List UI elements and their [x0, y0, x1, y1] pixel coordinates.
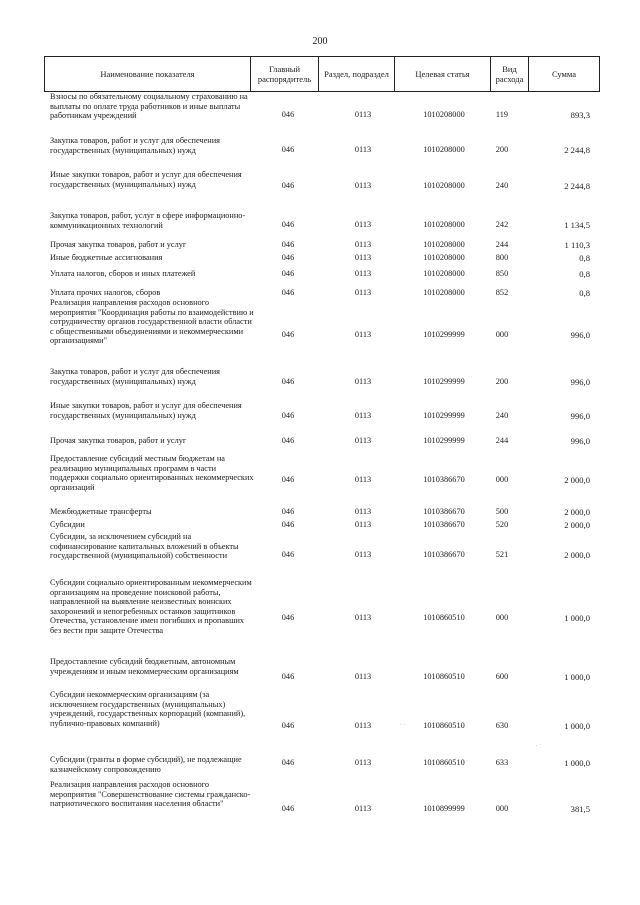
- row-expense-type: 800: [495, 253, 509, 262]
- row-amount: 996,0: [570, 377, 590, 387]
- scan-noise: · ·: [400, 722, 406, 728]
- row-target-article: 1010208000: [423, 220, 465, 229]
- row-main-manager: 046: [281, 288, 295, 297]
- row-section: 0113: [354, 672, 372, 681]
- row-amount: 2 000,0: [564, 520, 590, 530]
- row-main-manager: 046: [281, 721, 295, 730]
- page-number: 200: [312, 36, 328, 47]
- row-section: 0113: [354, 475, 372, 484]
- row-section: 0113: [354, 288, 372, 297]
- row-main-manager: 046: [281, 520, 295, 529]
- row-amount: 1 000,0: [564, 672, 590, 682]
- row-expense-type: 242: [495, 220, 509, 229]
- row-main-manager: 046: [281, 550, 295, 559]
- row-amount: 1 000,0: [564, 758, 590, 768]
- row-name: Субсидии социально ориентированным некоммерческим организациям на проведение поисковой работы, направленной на выявление неизвестных воинских захоронений и непогребенных останков защитников Отечества, установление имен погибших и пропавших без вести при защите Отечества: [50, 578, 252, 635]
- row-expense-type: 520: [495, 520, 509, 529]
- row-section: 0113: [354, 550, 372, 559]
- row-main-manager: 046: [281, 269, 295, 278]
- row-expense-type: 521: [495, 550, 509, 559]
- row-name: Закупка товаров, работ, услуг в сфере информационно-коммуникационных технологий: [50, 211, 246, 230]
- row-target-article: 1010208000: [423, 288, 465, 297]
- row-main-manager: 046: [281, 181, 295, 190]
- row-amount: 0,8: [579, 253, 590, 263]
- row-section: 0113: [354, 110, 372, 119]
- row-section: 0113: [354, 240, 372, 249]
- row-target-article: 1010899999: [423, 804, 465, 813]
- row-target-article: 1010208000: [423, 240, 465, 249]
- row-amount: 1 000,0: [564, 721, 590, 731]
- header-amount: Сумма: [551, 69, 577, 79]
- row-name: Закупка товаров, работ и услуг для обеспечения государственных (муниципальных) нужд: [50, 367, 220, 386]
- row-amount: 1 000,0: [564, 613, 590, 623]
- row-expense-type: 200: [495, 377, 509, 386]
- row-section: 0113: [354, 181, 372, 190]
- scan-noise: . ·: [536, 742, 541, 748]
- row-name: Иные закупки товаров, работ и услуг для обеспечения государственных (муниципальных) нужд: [50, 401, 242, 420]
- row-amount: 2 000,0: [564, 507, 590, 517]
- row-target-article: 1010208000: [423, 181, 465, 190]
- row-main-manager: 046: [281, 253, 295, 262]
- row-name: Закупка товаров, работ и услуг для обеспечения государственных (муниципальных) нужд: [50, 136, 220, 155]
- header-target-article: Целевая статья: [395, 57, 491, 91]
- row-name: Предоставление субсидий бюджетным, автономным учреждениям и иным некоммерческим организациям: [50, 657, 239, 676]
- row-expense-type: 000: [495, 804, 509, 813]
- row-name: Межбюджетные трансферты: [50, 507, 152, 516]
- row-section: 0113: [354, 721, 372, 730]
- row-section: 0113: [354, 220, 372, 229]
- row-amount: 2 244,8: [564, 145, 590, 155]
- row-target-article: 1010299999: [423, 436, 465, 445]
- row-amount: 2 000,0: [564, 550, 590, 560]
- row-name: Субсидии некоммерческим организациям (за исключением государственных (муниципальных) учреждений, государственных корпораций (компаний), публично-правовых компаний): [50, 690, 246, 728]
- row-main-manager: 046: [281, 804, 295, 813]
- row-main-manager: 046: [281, 613, 295, 622]
- row-amount: 2 244,8: [564, 181, 590, 191]
- row-amount: 996,0: [570, 411, 590, 421]
- row-amount: 996,0: [570, 330, 590, 340]
- row-expense-type: 000: [495, 475, 509, 484]
- row-target-article: 1010860510: [423, 672, 465, 681]
- row-name: Реализация направления расходов основного мероприятия "Координация работы по взаимодействию и сотрудничеству органов государственной власти области с общественными объединениями и некоммерческими организациями": [50, 298, 254, 346]
- row-expense-type: 000: [495, 330, 509, 339]
- row-name: Уплата налогов, сборов и иных платежей: [50, 269, 196, 278]
- row-amount: 0,8: [579, 269, 590, 279]
- row-target-article: 1010208000: [423, 253, 465, 262]
- row-name: Прочая закупка товаров, работ и услуг: [50, 240, 187, 249]
- row-target-article: 1010208000: [423, 110, 465, 119]
- row-section: 0113: [354, 330, 372, 339]
- row-amount: 893,3: [570, 110, 590, 120]
- row-main-manager: 046: [281, 672, 295, 681]
- row-name: Предоставление субсидий местным бюджетам на реализацию муниципальных программ в части поддержки социально ориентированных некоммерческих организаций: [50, 454, 254, 492]
- row-section: 0113: [354, 507, 372, 516]
- row-main-manager: 046: [281, 436, 295, 445]
- row-target-article: 1010299999: [423, 411, 465, 420]
- row-target-article: 1010386670: [423, 520, 465, 529]
- row-section: 0113: [354, 804, 372, 813]
- row-expense-type: 852: [495, 288, 509, 297]
- row-name: Прочая закупка товаров, работ и услуг: [50, 436, 187, 445]
- row-main-manager: 046: [281, 507, 295, 516]
- row-target-article: 1010386670: [423, 507, 465, 516]
- row-section: 0113: [354, 613, 372, 622]
- row-amount: 996,0: [570, 436, 590, 446]
- row-section: 0113: [354, 269, 372, 278]
- row-expense-type: 119: [495, 110, 509, 119]
- row-expense-type: 633: [495, 758, 509, 767]
- row-name: Субсидии: [50, 520, 85, 529]
- row-expense-type: 244: [495, 436, 509, 445]
- row-main-manager: 046: [281, 411, 295, 420]
- row-section: 0113: [354, 758, 372, 767]
- row-section: 0113: [354, 520, 372, 529]
- row-main-manager: 046: [281, 758, 295, 767]
- row-target-article: 1010386670: [423, 550, 465, 559]
- row-expense-type: 850: [495, 269, 509, 278]
- row-expense-type: 200: [495, 145, 509, 154]
- row-name: Субсидии (гранты в форме субсидий), не подлежащие казначейскому сопровождению: [50, 755, 242, 774]
- row-amount: 1 134,5: [564, 220, 590, 230]
- row-expense-type: 000: [495, 613, 509, 622]
- row-target-article: 1010860510: [423, 721, 465, 730]
- row-main-manager: 046: [281, 220, 295, 229]
- row-amount: 381,5: [570, 804, 590, 814]
- row-main-manager: 046: [281, 330, 295, 339]
- row-main-manager: 046: [281, 240, 295, 249]
- table-header: [44, 56, 600, 92]
- row-expense-type: 240: [495, 411, 509, 420]
- row-section: 0113: [354, 436, 372, 445]
- row-name: Иные закупки товаров, работ и услуг для обеспечения государственных (муниципальных) нужд: [50, 170, 242, 189]
- row-name: Субсидии, за исключением субсидий на софинансирование капитальных вложений в объекты государственной (муниципальной) собственности: [50, 532, 239, 561]
- row-expense-type: 500: [495, 507, 509, 516]
- row-target-article: 1010208000: [423, 145, 465, 154]
- row-expense-type: 600: [495, 672, 509, 681]
- header-main-manager: Главный распорядитель: [251, 57, 319, 91]
- row-main-manager: 046: [281, 110, 295, 119]
- row-main-manager: 046: [281, 475, 295, 484]
- row-target-article: 1010299999: [423, 330, 465, 339]
- row-main-manager: 046: [281, 377, 295, 386]
- row-main-manager: 046: [281, 145, 295, 154]
- row-target-article: 1010299999: [423, 377, 465, 386]
- row-name: Уплата прочих налогов, сборов: [50, 288, 161, 297]
- row-name: Иные бюджетные ассигнования: [50, 253, 163, 262]
- row-section: 0113: [354, 253, 372, 262]
- row-section: 0113: [354, 411, 372, 420]
- row-amount: 2 000,0: [564, 475, 590, 485]
- header-name: Наименование показателя: [45, 57, 251, 91]
- row-name: Взносы по обязательному социальному страхованию на выплаты по оплате труда работников и иные выплаты работникам учреждений: [50, 92, 248, 121]
- row-target-article: 1010208000: [423, 269, 465, 278]
- row-expense-type: 240: [495, 181, 509, 190]
- row-target-article: 1010386670: [423, 475, 465, 484]
- row-target-article: 1010860510: [423, 758, 465, 767]
- row-section: 0113: [354, 377, 372, 386]
- row-name: Реализация направления расходов основного мероприятия "Совершенствование системы гражданско-патриотического воспитания населения области": [50, 780, 251, 809]
- row-target-article: 1010860510: [423, 613, 465, 622]
- row-amount: 1 110,3: [564, 240, 590, 250]
- header-expense-type: Вид расхода: [491, 57, 529, 91]
- row-expense-type: 630: [495, 721, 509, 730]
- table-body: [44, 92, 600, 892]
- row-amount: 0,8: [579, 288, 590, 298]
- header-section: Раздел, подраздел: [319, 57, 395, 91]
- row-expense-type: 244: [495, 240, 509, 249]
- row-section: 0113: [354, 145, 372, 154]
